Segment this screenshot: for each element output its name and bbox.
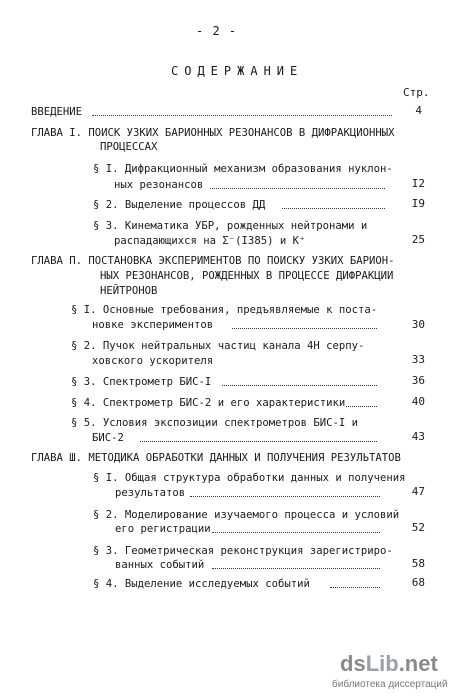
toc-entry-ch1-s2: § 2. Выделение процессов ДД (93, 199, 266, 211)
toc-entry-ch3-s2: § 2. Моделирование изучаемого процесса и условий (93, 509, 400, 521)
dslib-logo: dsLib.net (340, 651, 438, 676)
leader-dots (330, 587, 380, 588)
pages-column-header: Стр. (403, 86, 430, 99)
toc-page-ch2-s3: 36 (411, 374, 425, 387)
toc-entry-ch2-s5: § 5. Условия экспозиции спектрометров БИС-I и (71, 417, 359, 429)
toc-page-ch3-s4: 68 (411, 576, 425, 589)
toc-entry-ch3-s1: § I. Общая структура обработки данных и получения (93, 472, 406, 484)
toc-page-ch2-s5: 43 (411, 430, 425, 443)
leader-dots (190, 496, 380, 497)
toc-entry-ch2-s2-cont: ховского ускорителя (92, 355, 214, 367)
leader-dots (346, 406, 377, 407)
leader-dots (212, 532, 380, 533)
toc-page-ch1-s3: 25 (411, 233, 425, 246)
dslib-watermark (332, 651, 448, 693)
toc-entry-ch2-s1-cont: новке экспериментов (92, 319, 214, 331)
toc-page-ch2-s1: 30 (411, 318, 425, 331)
toc-entry-ch3-s1-cont: результатов (115, 487, 186, 499)
chapter-1-heading: ГЛАВА I. ПОИСК УЗКИХ БАРИОННЫХ РЕЗОНАНСОВ В ДИФРАКЦИОННЫХ (31, 127, 395, 139)
page-title: СОДЕРЖАНИЕ (171, 64, 304, 78)
leader-dots (232, 328, 377, 329)
chapter-3-heading: ГЛАВА Ш. МЕТОДИКА ОБРАБОТКИ ДАННЫХ И ПОЛУЧЕНИЯ РЕЗУЛЬТАТОВ (31, 452, 401, 464)
toc-entry-ch2-s1: § I. Основные требования, предъявляемые к поста- (71, 304, 378, 316)
toc-page-ch3-s3: 58 (411, 557, 425, 570)
toc-entry-ch1-s3: § 3. Кинематика УБР, рожденных нейтронами и (93, 220, 368, 232)
toc-page-ch3-s1: 47 (411, 485, 425, 498)
toc-entry-ch2-s5-cont: БИС-2 (92, 432, 124, 444)
toc-entry-intro: ВВЕДЕНИЕ (31, 106, 83, 118)
toc-entry-ch3-s4: § 4. Выделение исследуемых событий (93, 578, 310, 590)
toc-entry-ch1-s1: § I. Дифракционный механизм образования нуклон- (93, 163, 393, 175)
chapter-1-heading-cont: ПРОЦЕССАХ (100, 141, 158, 153)
page-number: - 2 - (196, 24, 238, 38)
toc-page-ch2-s2: 33 (411, 353, 425, 366)
toc-page-ch2-s4: 40 (411, 395, 425, 408)
chapter-2-heading: ГЛАВА П. ПОСТАНОВКА ЭКСПЕРИМЕНТОВ ПО ПОИСКУ УЗКИХ БАРИОН- (31, 255, 395, 267)
leader-dots (92, 115, 392, 116)
toc-entry-ch2-s3: § 3. Спектрометр БИС-I (71, 376, 212, 388)
toc-entry-ch3-s3: § 3. Геометрическая реконструкция зарегистриро- (93, 545, 393, 557)
toc-entry-ch1-s3-cont: распадающихся на Σ⁻(I385) и K⁺ (114, 235, 306, 247)
toc-entry-ch3-s2-cont: его регистрации (115, 523, 211, 535)
leader-dots (212, 568, 380, 569)
toc-page-ch1-s1: I2 (411, 177, 425, 190)
toc-page-ch1-s2: I9 (411, 197, 425, 210)
chapter-2-heading-cont-2: НЕЙТРОНОВ (100, 285, 158, 297)
chapter-2-heading-cont: НЫХ РЕЗОНАНСОВ, РОЖДЕННЫХ В ПРОЦЕССЕ ДИФРАКЦИИ (100, 270, 394, 282)
toc-entry-ch2-s4: § 4. Спектрометр БИС-2 и его характеристики (71, 397, 346, 409)
toc-entry-ch3-s3-cont: ванных событий (115, 559, 205, 571)
leader-dots (222, 385, 377, 386)
toc-entry-ch2-s2: § 2. Пучок нейтральных частиц канала 4Н серпу- (71, 340, 365, 352)
dslib-subtitle: библиотека диссертаций (332, 679, 448, 690)
toc-page-intro: 4 (415, 104, 422, 117)
toc-entry-ch1-s1-cont: ных резонансов (114, 179, 204, 191)
toc-page-ch3-s2: 52 (411, 521, 425, 534)
leader-dots (210, 188, 385, 189)
leader-dots (282, 208, 385, 209)
leader-dots (140, 441, 377, 442)
